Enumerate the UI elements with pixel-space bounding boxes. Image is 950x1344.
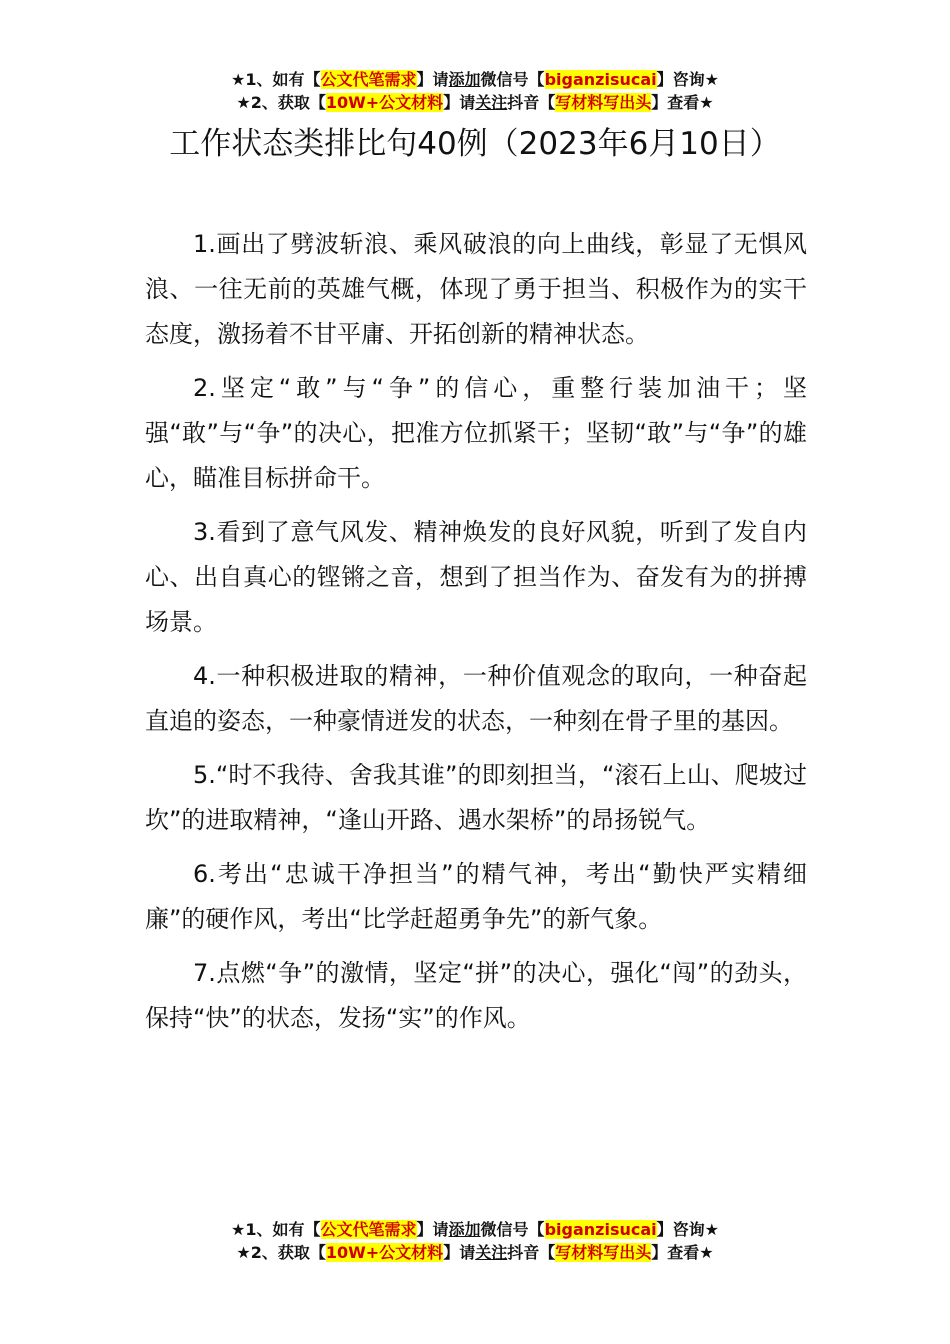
banner-line-2 [0,91,950,114]
banner-text: ★2、获取【 [236,93,326,112]
banner-text: 微信号【 [480,70,545,89]
banner-text: 抖音【 [507,1243,556,1262]
banner-highlight: 写材料写出头 [555,93,652,112]
footer-banner [0,1218,950,1264]
banner-underlined-text: 添加 [448,1220,481,1239]
banner-line-1 [0,1218,950,1241]
banner-text: 】请 [443,1243,476,1262]
banner-line-1 [0,68,950,91]
banner-highlight: biganzisucai [544,70,657,89]
banner-underlined-text: 关注 [475,93,508,112]
banner-underlined-text: 添加 [448,70,481,89]
paragraph: 4.一种积极进取的精神，一种价值观念的取向，一种奋起直追的姿态，一种豪情迸发的状态，一种刻在骨子里的基因。 [145,662,807,735]
banner-text: 】请 [443,93,476,112]
document-body [145,222,807,1050]
banner-underlined-text: 关注 [475,1243,508,1262]
banner-highlight: 写材料写出头 [555,1243,652,1262]
banner-text: 抖音【 [507,93,556,112]
paragraph: 2.坚定“敢”与“争”的信心，重整行装加油干；坚强“敢”与“争”的决心，把准方位抓紧干；坚韧“敢”与“争”的雄心，瞄准目标拼命干。 [145,374,807,492]
paragraph: 5.“时不我待、舍我其谁”的即刻担当，“滚石上山、爬坡过坎”的进取精神，“逢山开路、遇水架桥”的昂扬锐气。 [145,761,807,834]
paragraph: 3.看到了意气风发、精神焕发的良好风貌，听到了发自内心、出自真心的铿锵之音，想到了担当作为、奋发有为的拼搏场景。 [145,518,807,636]
banner-text: 】查看★ [651,93,714,112]
banner-line-2 [0,1241,950,1264]
banner-text: 】咨询★ [656,70,719,89]
banner-text: ★1、如有【 [231,70,321,89]
banner-text: 】查看★ [651,1243,714,1262]
paragraph: 7.点燃“争”的激情，坚定“拼”的决心，强化“闯”的劲头，保持“快”的状态，发扬“实”的作风。 [145,959,807,1032]
banner-text: 】请 [416,1220,449,1239]
banner-highlight: 10W+公文材料 [325,1243,444,1262]
document-title: 工作状态类排比句40例（2023年6月10日） [169,126,781,162]
banner-highlight: biganzisucai [544,1220,657,1239]
banner-highlight: 公文代笔需求 [320,1220,417,1239]
banner-text: 微信号【 [480,1220,545,1239]
banner-text: 】咨询★ [656,1220,719,1239]
banner-highlight: 10W+公文材料 [325,93,444,112]
banner-text: ★1、如有【 [231,1220,321,1239]
header-banner [0,68,950,114]
banner-highlight: 公文代笔需求 [320,70,417,89]
paragraph: 1.画出了劈波斩浪、乘风破浪的向上曲线，彰显了无惧风浪、一往无前的英雄气概，体现了勇于担当、积极作为的实干态度，激扬着不甘平庸、开拓创新的精神状态。 [145,230,807,348]
banner-text: ★2、获取【 [236,1243,326,1262]
paragraph: 6.考出“忠诚干净担当”的精气神，考出“勤快严实精细廉”的硬作风，考出“比学赶超勇争先”的新气象。 [145,860,807,933]
banner-text: 】请 [416,70,449,89]
